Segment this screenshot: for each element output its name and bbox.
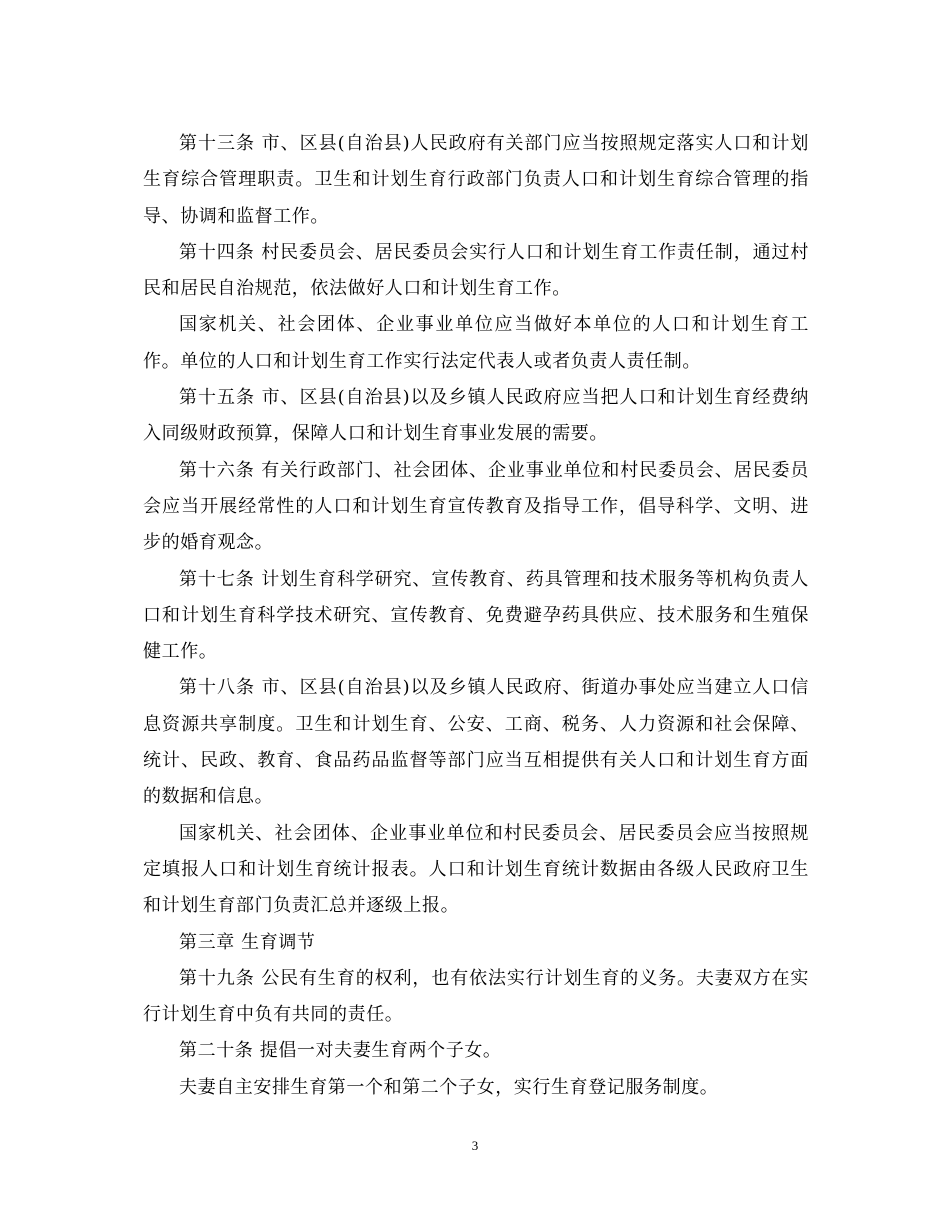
article-20: 第二十条 提倡一对夫妻生育两个子女。	[179, 1040, 502, 1062]
article-14: 第十四条 村民委员会、居民委员会实行人口和计划生育工作责任制，通过村民和居民自治规范，依法做好人口和计划生育工作。	[143, 241, 809, 300]
article-16: 第十六条 有关行政部门、社会团体、企业事业单位和村民委员会、居民委员会应当开展经常性的人口和计划生育宣传教育及指导工作，倡导科学、文明、进步的婚育观念。	[143, 459, 809, 554]
chapter-heading: 第三章 生育调节	[179, 931, 316, 953]
article-14-paragraph-2: 国家机关、社会团体、企业事业单位应当做好本单位的人口和计划生育工作。单位的人口和计划生育工作实行法定代表人或者负责人责任制。	[143, 314, 809, 372]
article-13: 第十三条 市、区县(自治县)人民政府有关部门应当按照规定落实人口和计划生育综合管理职责。卫生和计划生育行政部门负责人口和计划生育综合管理的指导、协调和监督工作。	[143, 133, 809, 227]
article-20-paragraph-2: 夫妻自主安排生育第一个和第二个子女，实行生育登记服务制度。	[179, 1076, 719, 1098]
article-18-paragraph-2: 国家机关、社会团体、企业事业单位和村民委员会、居民委员会应当按照规定填报人口和计划生育统计报表。人口和计划生育统计数据由各级人民政府卫生和计划生育部门负责汇总并逐级上报。	[143, 822, 809, 917]
article-17: 第十七条 计划生育科学研究、宣传教育、药具管理和技术服务等机构负责人口和计划生育科学技术研究、宣传教育、免费避孕药具供应、技术服务和生殖保健工作。	[143, 568, 809, 663]
article-15: 第十五条 市、区县(自治县)以及乡镇人民政府应当把人口和计划生育经费纳入同级财政预算，保障人口和计划生育事业发展的需要。	[143, 387, 809, 445]
article-18: 第十八条 市、区县(自治县)以及乡镇人民政府、街道办事处应当建立人口信息资源共享制度。卫生和计划生育、公安、工商、税务、人力资源和社会保障、统计、民政、教育、食品药品监督等部门应当互相提供有关人口和计划生育方面的数据和信息。	[143, 677, 809, 808]
article-19: 第十九条 公民有生育的权利，也有依法实行计划生育的义务。夫妻双方在实行计划生育中负有共同的责任。	[143, 967, 809, 1026]
page-number: 3	[471, 1138, 479, 1153]
document-body	[143, 126, 809, 1106]
